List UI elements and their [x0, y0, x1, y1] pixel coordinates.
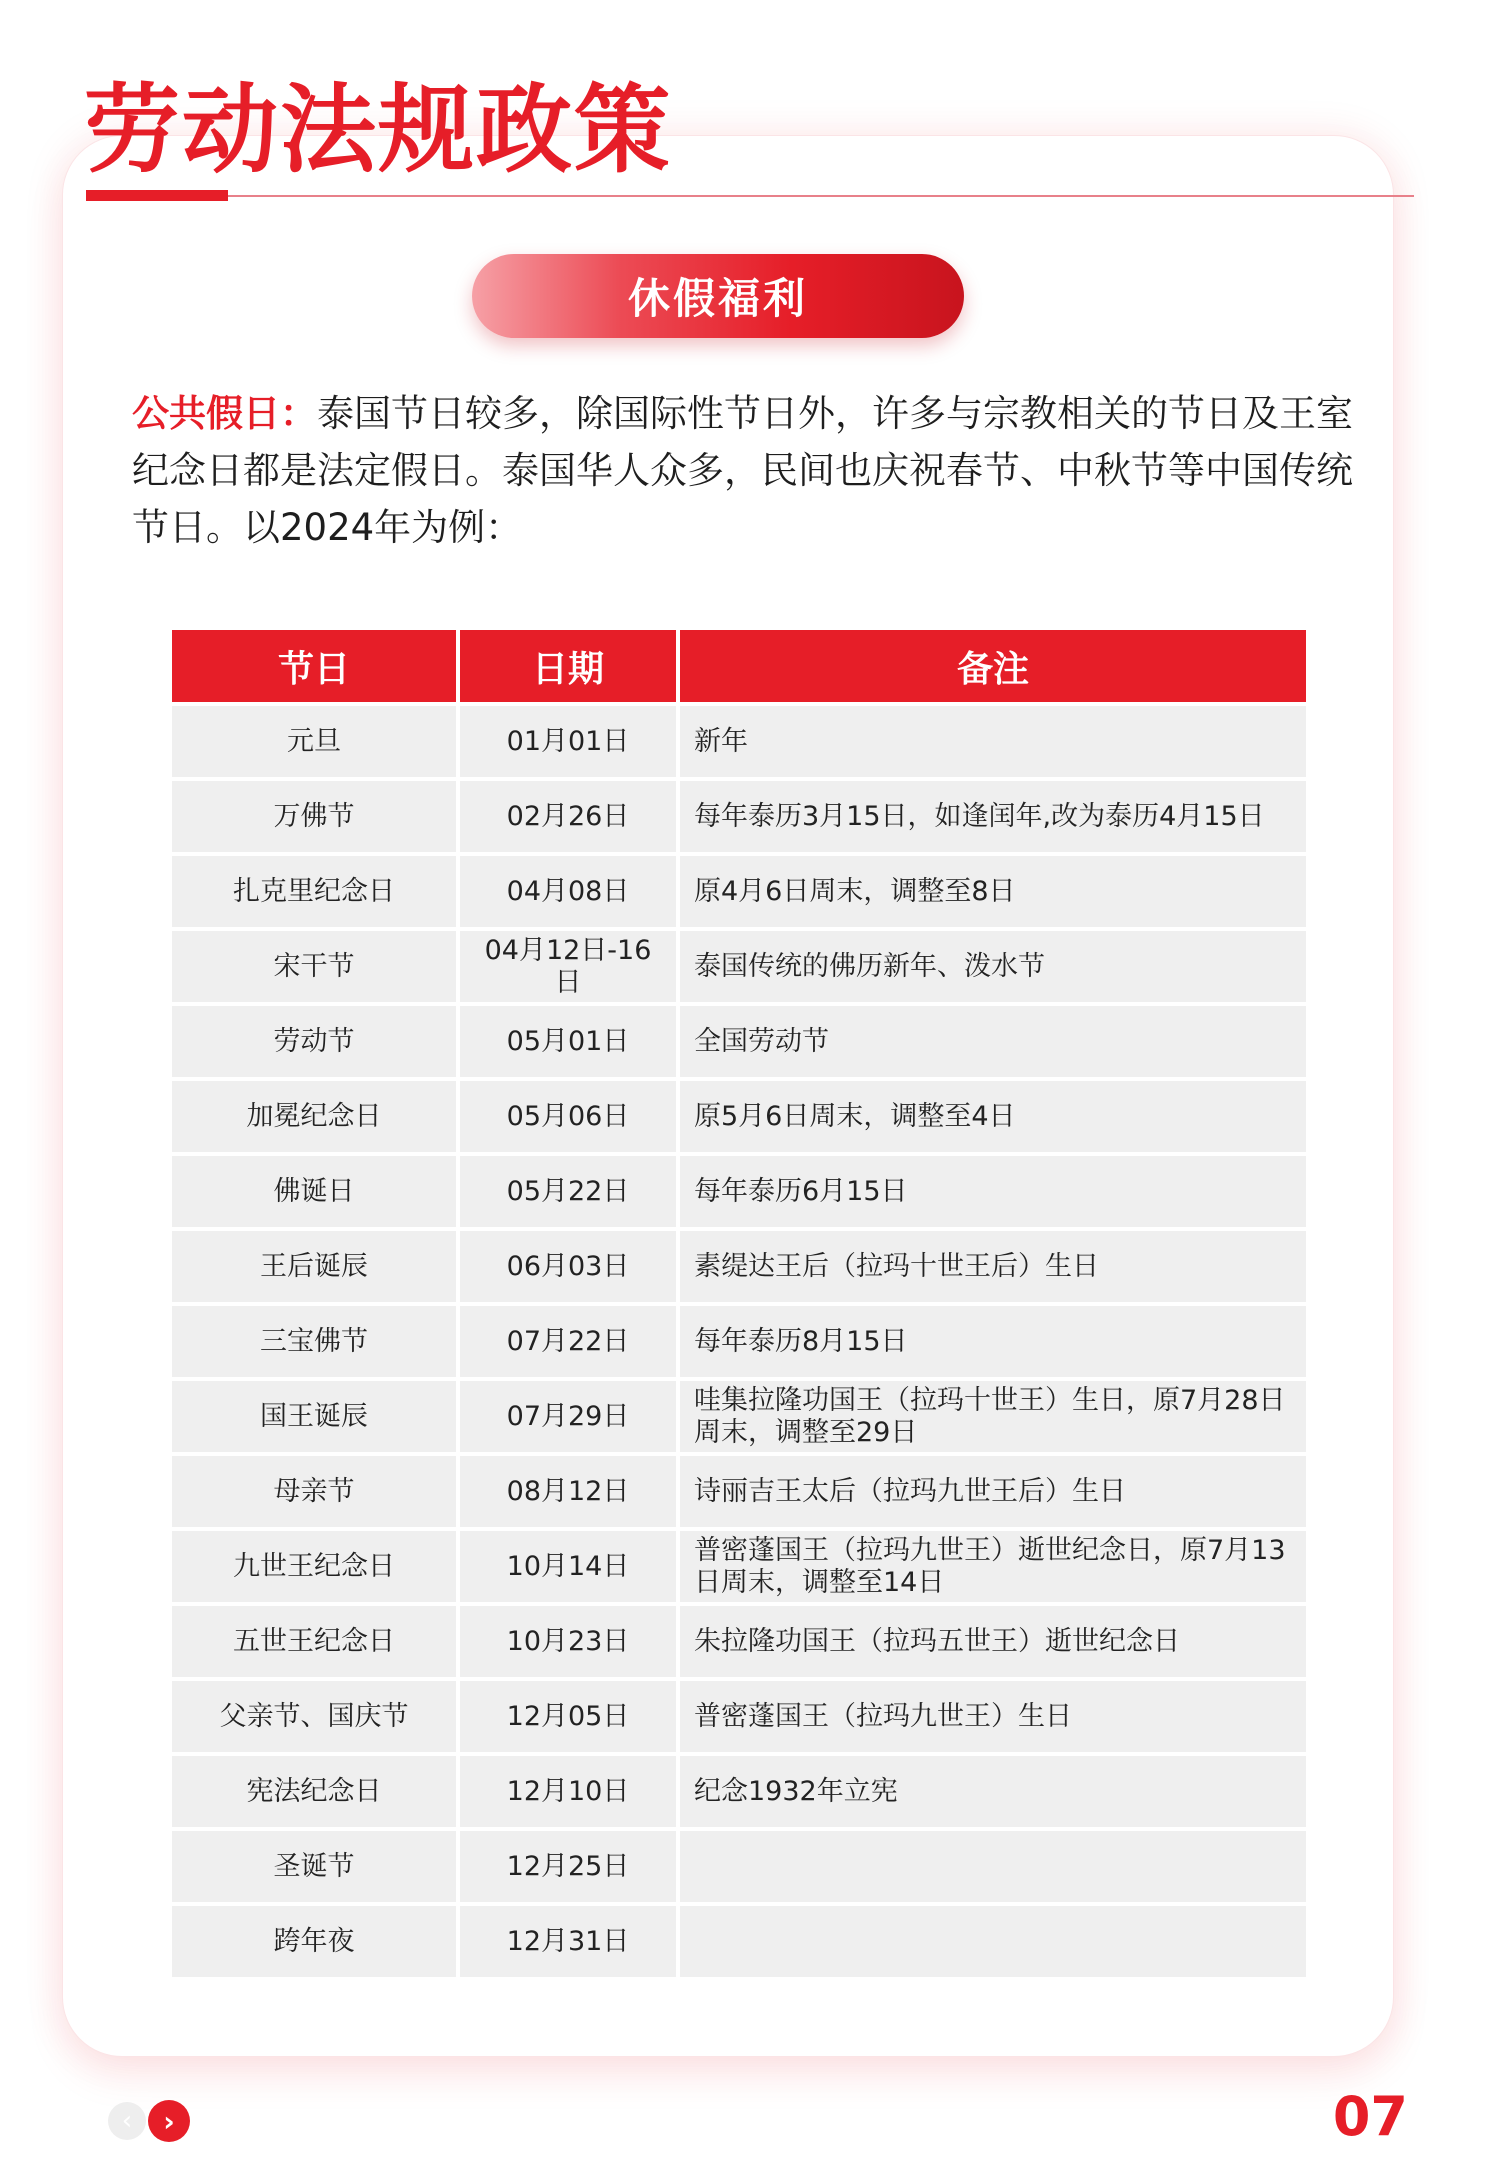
table-row: [172, 1006, 1306, 1077]
holiday-cell: 国王诞辰: [172, 1381, 456, 1452]
note-cell: 素缇达王后（拉玛十世王后）生日: [680, 1231, 1306, 1302]
intro-paragraph: [132, 385, 1372, 556]
section-title-pill: 休假福利: [472, 254, 964, 338]
date-cell: 10月14日: [460, 1531, 676, 1602]
table-row: [172, 931, 1306, 1002]
table-row: [172, 1231, 1306, 1302]
holiday-cell: 万佛节: [172, 781, 456, 852]
holiday-table: [168, 626, 1310, 1981]
date-cell: 07月22日: [460, 1306, 676, 1377]
table-row: [172, 781, 1306, 852]
header-date: 日期: [460, 630, 676, 702]
note-cell: 每年泰历3月15日，如逢闰年,改为泰历4月15日: [680, 781, 1306, 852]
table-row: [172, 856, 1306, 927]
page-number: 07: [1332, 2085, 1408, 2148]
holiday-cell: 王后诞辰: [172, 1231, 456, 1302]
table-row: [172, 1381, 1306, 1452]
holiday-cell: 佛诞日: [172, 1156, 456, 1227]
note-cell: [680, 1831, 1306, 1902]
holiday-cell: 宋干节: [172, 931, 456, 1002]
table-row: [172, 1831, 1306, 1902]
note-cell: 原5月6日周末，调整至4日: [680, 1081, 1306, 1152]
holiday-cell: 跨年夜: [172, 1906, 456, 1977]
table-row: [172, 1156, 1306, 1227]
date-cell: 10月23日: [460, 1606, 676, 1677]
date-cell: 05月22日: [460, 1156, 676, 1227]
date-cell: 06月03日: [460, 1231, 676, 1302]
date-cell: 08月12日: [460, 1456, 676, 1527]
table-row: [172, 1306, 1306, 1377]
holiday-cell: 圣诞节: [172, 1831, 456, 1902]
table-header-row: [172, 630, 1306, 702]
note-cell: [680, 1906, 1306, 1977]
holiday-cell: 宪法纪念日: [172, 1756, 456, 1827]
previous-page-button[interactable]: [108, 2102, 146, 2140]
note-cell: 原4月6日周末，调整至8日: [680, 856, 1306, 927]
date-cell: 04月08日: [460, 856, 676, 927]
table-row: [172, 706, 1306, 777]
page-title: 劳动法规政策: [84, 74, 672, 186]
date-cell: 12月25日: [460, 1831, 676, 1902]
table-row: [172, 1456, 1306, 1527]
holiday-cell: 母亲节: [172, 1456, 456, 1527]
date-cell: 01月01日: [460, 706, 676, 777]
note-cell: 每年泰历6月15日: [680, 1156, 1306, 1227]
title-underline-accent: [86, 190, 228, 201]
holiday-cell: 父亲节、国庆节: [172, 1681, 456, 1752]
holiday-cell: 三宝佛节: [172, 1306, 456, 1377]
note-cell: 每年泰历8月15日: [680, 1306, 1306, 1377]
date-cell: 12月05日: [460, 1681, 676, 1752]
note-cell: 新年: [680, 706, 1306, 777]
title-divider-line: [228, 195, 1414, 197]
intro-text: 泰国节日较多，除国际性节日外，许多与宗教相关的节日及王室纪念日都是法定假日。泰国华人众多，民间也庆祝春节、中秋节等中国传统节日。以2024年为例：: [132, 392, 1353, 549]
date-cell: 12月10日: [460, 1756, 676, 1827]
date-cell: 04月12日-16日: [460, 931, 676, 1002]
note-cell: 纪念1932年立宪: [680, 1756, 1306, 1827]
table-row: [172, 1531, 1306, 1602]
note-cell: 普密蓬国王（拉玛九世王）逝世纪念日，原7月13日周末，调整至14日: [680, 1531, 1306, 1602]
header-holiday: 节日: [172, 630, 456, 702]
note-cell: 哇集拉隆功国王（拉玛十世王）生日，原7月28日周末，调整至29日: [680, 1381, 1306, 1452]
date-cell: 02月26日: [460, 781, 676, 852]
holiday-cell: 五世王纪念日: [172, 1606, 456, 1677]
holiday-cell: 劳动节: [172, 1006, 456, 1077]
note-cell: 朱拉隆功国王（拉玛五世王）逝世纪念日: [680, 1606, 1306, 1677]
note-cell: 泰国传统的佛历新年、泼水节: [680, 931, 1306, 1002]
table-row: [172, 1906, 1306, 1977]
intro-lead: 公共假日：: [132, 392, 317, 435]
holiday-cell: 加冕纪念日: [172, 1081, 456, 1152]
holiday-cell: 元旦: [172, 706, 456, 777]
page-navigation: [108, 2102, 198, 2142]
holiday-cell: 扎克里纪念日: [172, 856, 456, 927]
date-cell: 12月31日: [460, 1906, 676, 1977]
table-row: [172, 1756, 1306, 1827]
date-cell: 05月01日: [460, 1006, 676, 1077]
note-cell: 普密蓬国王（拉玛九世王）生日: [680, 1681, 1306, 1752]
date-cell: 07月29日: [460, 1381, 676, 1452]
table-row: [172, 1081, 1306, 1152]
table-row: [172, 1606, 1306, 1677]
holiday-cell: 九世王纪念日: [172, 1531, 456, 1602]
chevron-right-icon: ›: [163, 2104, 175, 2138]
chevron-left-icon: ‹: [121, 2106, 133, 2136]
next-page-button[interactable]: [148, 2100, 190, 2142]
header-note: 备注: [680, 630, 1306, 702]
note-cell: 全国劳动节: [680, 1006, 1306, 1077]
date-cell: 05月06日: [460, 1081, 676, 1152]
table-row: [172, 1681, 1306, 1752]
note-cell: 诗丽吉王太后（拉玛九世王后）生日: [680, 1456, 1306, 1527]
